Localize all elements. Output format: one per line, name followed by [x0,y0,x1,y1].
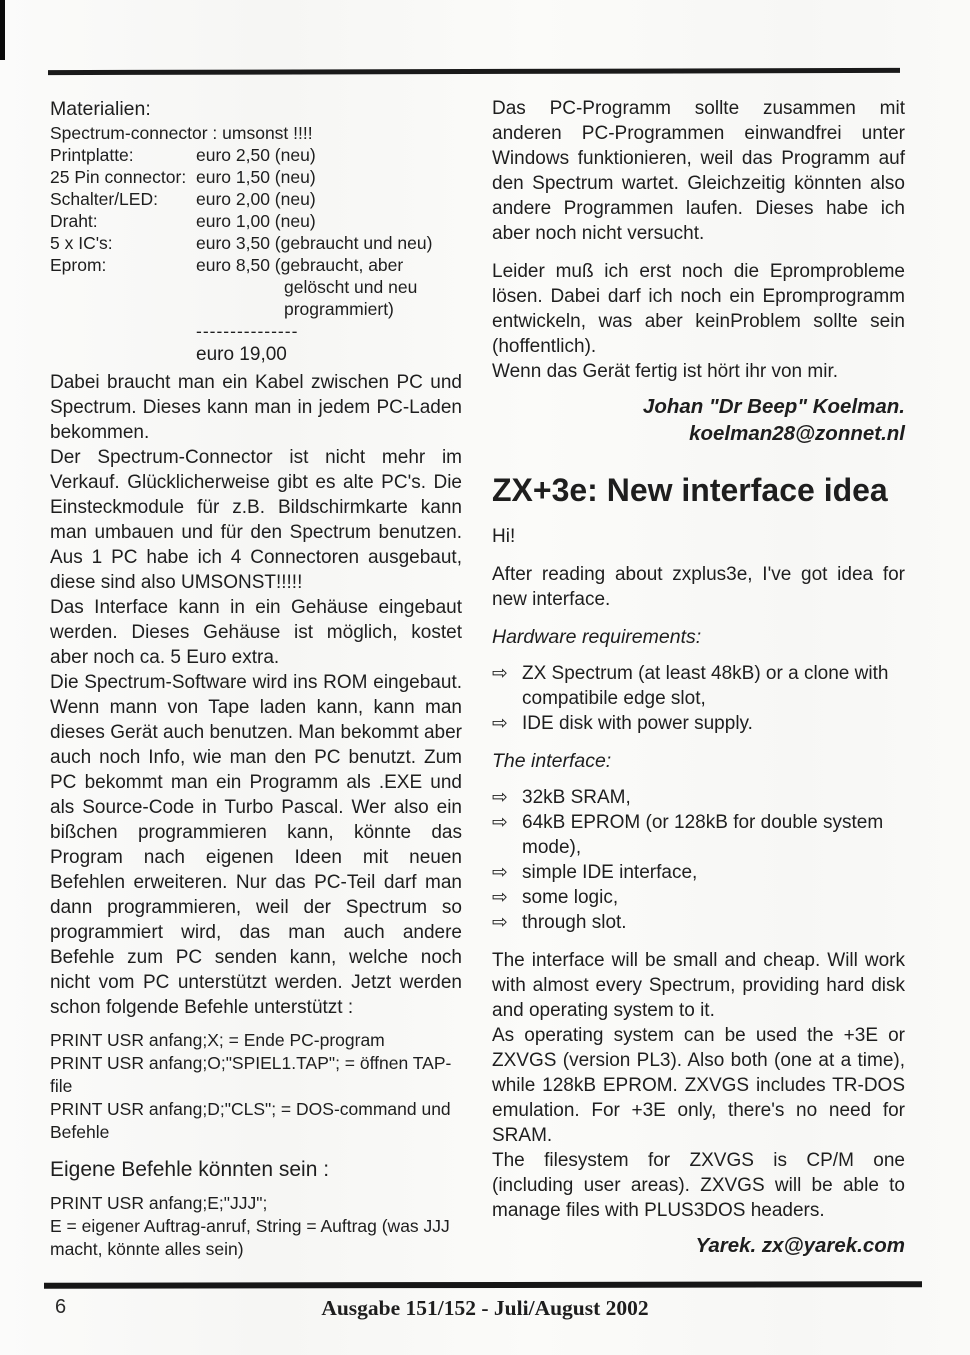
list-item [492,885,905,910]
footer-divider-rule [44,1281,922,1289]
arrow-bullet-icon: ⇨ [492,861,508,883]
right-column [492,96,905,1259]
paragraph: Leider muß ich erst noch die Epromprobleme lösen. Dabei darf ich noch ein Epromprogramm entwickeln, was aber keinProblem sollte sein (hoffentlich). [492,261,905,357]
materials-price-list [50,96,462,367]
author-email: koelman28@zonnet.nl [689,422,905,445]
material-price: euro 2,50 (neu) [196,145,316,165]
paragraph: The filesystem for ZXVGS is CP/M one (including user areas). ZXVGS will be able to manage files with PLUS3DOS headers. [492,1150,905,1221]
material-row [50,210,462,232]
sum-divider: --------------- [196,321,299,341]
paragraph: Das Interface kann in ein Gehäuse eingebaut werden. Dieses Gehäuse ist möglich, kostet aber noch ca. 5 Euro extra. [50,597,462,668]
material-label: Schalter/LED: [50,189,158,209]
materials-free-line: Spectrum-connector : umsonst !!!! [50,123,313,143]
list-item [492,910,905,935]
list-item [492,860,905,885]
arrow-bullet-icon: ⇨ [492,811,508,833]
paragraph: The interface will be small and cheap. Will work with almost every Spectrum, providing hard disk and operating system to it. [492,950,905,1021]
issue-label: Ausgabe 151/152 - Juli/August 2002 [321,1296,649,1320]
footer [0,1296,970,1321]
list-item [492,711,905,736]
paragraph: Die Spectrum-Software wird ins ROM eingebaut. Wenn mann von Tape laden kann, kann man dieses Gerät auch benutzen. Man bekommt aber auch noch Info, wie man den PC benutzt. Zum PC bekommt man ein Programm als .EXE und als Source-Code in Turbo Pascal. Wer also ein bißchen programmieren kann, könnte das Program nach eigenen Ideen mit neuen Befehlen erweiteren. Nur das PC-Teil darf man dann programmieren, weil der Spectrum so programmiert wird, das man auch andere Befehle zum PC senden kann, welche noch nicht vom PC unterstützt werden. Jetzt werden schon folgende Befehle unterstützt : [50,672,462,1018]
author-name-email: Yarek. zx@yarek.com [695,1234,905,1257]
arrow-bullet-icon: ⇨ [492,886,508,908]
interface-heading: The interface: [492,750,612,772]
top-divider-rule [48,68,900,75]
materials-heading: Materialien: [50,98,151,120]
list-item-text: through slot. [522,912,627,933]
material-label: 25 Pin connector: [50,167,187,187]
list-item [492,810,905,860]
basic-command-line: PRINT USR anfang;X; = Ende PC-program [50,1030,385,1050]
paragraph: Dabei braucht man ein Kabel zwischen PC und Spectrum. Dieses kann man in jedem PC-Laden bekommen. [50,372,462,443]
material-row [50,232,462,254]
left-column [50,96,462,1261]
basic-command-line: PRINT USR anfang;D;"CLS"; = DOS-command und Befehle [50,1099,451,1142]
own-commands-heading: Eigene Befehle könnten sein : [50,1158,330,1181]
material-price: euro 8,50 (gebraucht, aber gelöscht und neu programmiert) [196,255,418,319]
hardware-requirements-heading: Hardware requirements: [492,626,702,648]
article-title: ZX+3e: New interface idea [492,472,888,508]
material-row [50,188,462,210]
greeting: Hi! [492,526,516,547]
paragraph: Der Spectrum-Connector ist nicht mehr im Verkauf. Glücklicherweise gibt es alte PC's. Die Einsteckmodule für z.B. Bildschirmkarte kann man umbauen und für den Spectrum benutzen. Aus 1 PC habe ich 4 Connectoren ausgebaut, diese sind also UMSONST!!!!! [50,447,462,593]
basic-command-line: E = eigener Auftrag-anruf, String = Auftrag (was JJJ macht, könnte alles sein) [50,1216,450,1259]
author-signature [492,393,905,447]
scan-edge-artifact [0,0,5,60]
material-row [50,166,462,188]
paragraph: Wenn das Gerät fertig ist hört ihr von mir. [492,361,839,382]
material-row [50,144,462,166]
list-item-text: ZX Spectrum (at least 48kB) or a clone with compatibile edge slot, [522,663,889,709]
list-item-text: some logic, [522,887,619,908]
author-signature [492,1232,905,1259]
list-item-text: 64kB EPROM (or 128kB for double system mode), [522,812,884,858]
basic-command-line: PRINT USR anfang;E;"JJJ"; [50,1193,268,1213]
material-price: euro 2,00 (neu) [196,189,316,209]
material-label: Eprom: [50,255,107,275]
material-price: euro 1,50 (neu) [196,167,316,187]
list-item-text: 32kB SRAM, [522,787,631,808]
paragraph: Das PC-Programm sollte zusammen mit anderen PC-Programmen einwandfrei unter Windows funktionieren, weil das Programm auf den Spectrum wartet. Gleichzeitig könnten also andere Programmen laufen. Dieses habe ich aber noch nicht versucht. [492,98,905,244]
arrow-bullet-icon: ⇨ [492,662,508,684]
arrow-bullet-icon: ⇨ [492,712,508,734]
interface-list [492,785,905,935]
material-price: euro 3,50 (gebraucht und neu) [196,233,433,253]
material-label: 5 x IC's: [50,233,113,253]
paragraph: After reading about zxplus3e, I've got idea for new interface. [492,564,905,610]
list-item-text: simple IDE interface, [522,862,698,883]
arrow-bullet-icon: ⇨ [492,786,508,808]
author-name: Johan "Dr Beep" Koelman. [642,395,905,418]
page-number: 6 [55,1296,67,1318]
basic-command-line: PRINT USR anfang;O;"SPIEL1.TAP"; = öffnen TAP-file [50,1053,452,1096]
material-row [50,254,462,320]
paragraph: As operating system can be used the +3E or ZXVGS (version PL3). Also both (one at a time), while 128kB EPROM. ZXVGS includes TR-DOS emulation. For +3E only, there's no need for SRAM. [492,1025,905,1146]
list-item-text: IDE disk with power supply. [522,713,753,734]
arrow-bullet-icon: ⇨ [492,911,508,933]
materials-total: euro 19,00 [196,344,287,365]
hardware-requirements-list [492,661,905,736]
list-item [492,661,905,711]
material-label: Draht: [50,211,98,231]
material-label: Printplatte: [50,145,134,165]
material-price: euro 1,00 (neu) [196,211,316,231]
list-item [492,785,905,810]
